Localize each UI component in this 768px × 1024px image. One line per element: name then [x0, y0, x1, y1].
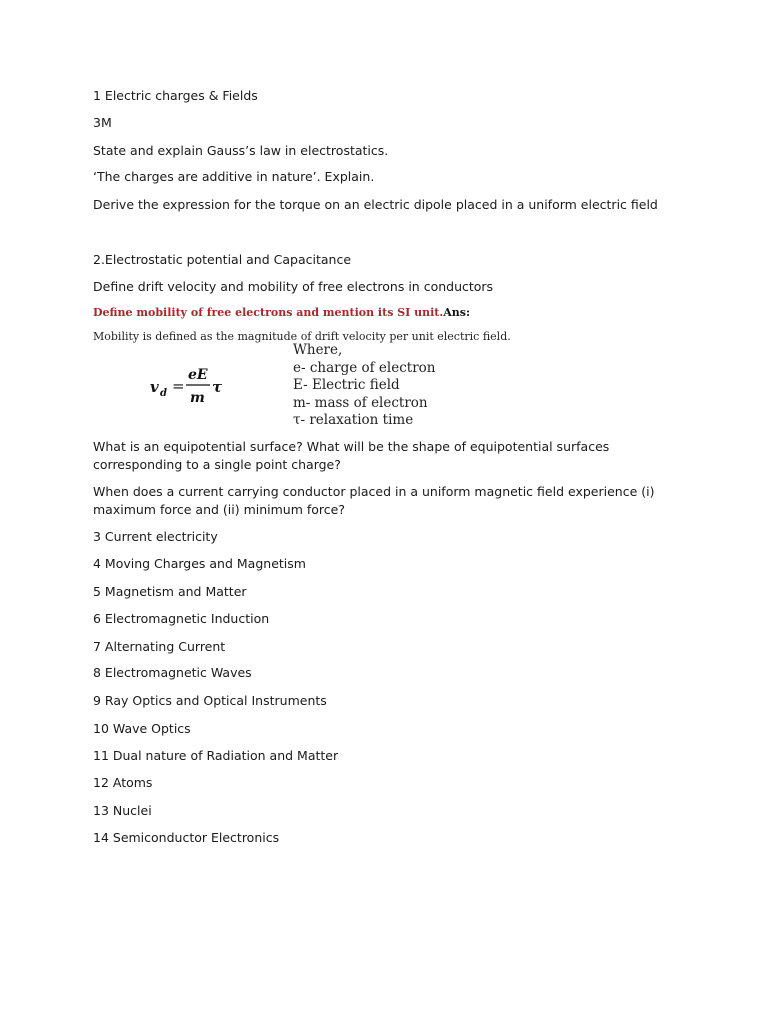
unit2-question-2: [93, 303, 470, 322]
formula-tau: τ: [212, 378, 223, 396]
unit1-question-2: ‘The charges are additive in nature’. Explain.: [93, 169, 375, 184]
unit-heading: 14 Semiconductor Electronics: [93, 830, 280, 845]
unit-heading: 4 Moving Charges and Magnetism: [93, 556, 306, 571]
formula-lhs: v: [150, 378, 159, 396]
unit2-question-3: What is an equipotential surface? What will be the shape of equipotential surfaces corresponding to a single point charge?: [93, 439, 610, 472]
formula-legend: [293, 342, 436, 430]
unit1-title: 1 Electric charges & Fields: [93, 88, 258, 103]
drift-velocity-formula: [148, 362, 238, 410]
formula-numerator: eE: [188, 367, 208, 383]
mobility-question: Define mobility of free electrons and mention its SI unit.: [93, 306, 444, 319]
legend-item: m- mass of electron: [293, 394, 428, 411]
mobility-answer-text: Mobility is defined as the magnitude of drift velocity per unit electric field.: [93, 330, 511, 343]
unit2-title: 2.Electrostatic potential and Capacitance: [93, 252, 352, 267]
legend-item: τ- relaxation time: [293, 412, 414, 428]
unit-heading: 13 Nuclei: [93, 803, 152, 818]
legend-item: E- Electric field: [293, 377, 400, 393]
formula-lhs-subscript: d: [160, 388, 167, 399]
unit-heading: 5 Magnetism and Matter: [93, 584, 247, 599]
formula-equals: =: [172, 377, 185, 395]
formula-denominator: m: [190, 390, 205, 406]
unit2-question-1: Define drift velocity and mobility of free electrons in conductors: [93, 279, 494, 294]
unit-heading: 11 Dual nature of Radiation and Matter: [93, 748, 339, 763]
answer-label: Ans:: [443, 306, 471, 319]
unit1-question-3: Derive the expression for the torque on an electric dipole placed in a uniform electric field: [93, 197, 658, 212]
legend-item: e- charge of electron: [293, 359, 436, 376]
unit1-marks: 3M: [93, 115, 112, 130]
unit-heading: 6 Electromagnetic Induction: [93, 611, 270, 626]
unit-heading: 10 Wave Optics: [93, 721, 191, 736]
unit-heading: 9 Ray Optics and Optical Instruments: [93, 693, 327, 708]
legend-heading: Where,: [293, 342, 343, 358]
unit-heading: 3 Current electricity: [93, 529, 218, 544]
unit-heading: 12 Atoms: [93, 775, 153, 790]
unit-heading: 7 Alternating Current: [93, 639, 226, 654]
unit1-question-1: State and explain Gauss’s law in electrostatics.: [93, 143, 389, 158]
unit-heading: 8 Electromagnetic Waves: [93, 665, 252, 680]
unit2-question-4: When does a current carrying conductor placed in a uniform magnetic field experience (i) maximum force and (ii) minimum force?: [93, 484, 655, 517]
